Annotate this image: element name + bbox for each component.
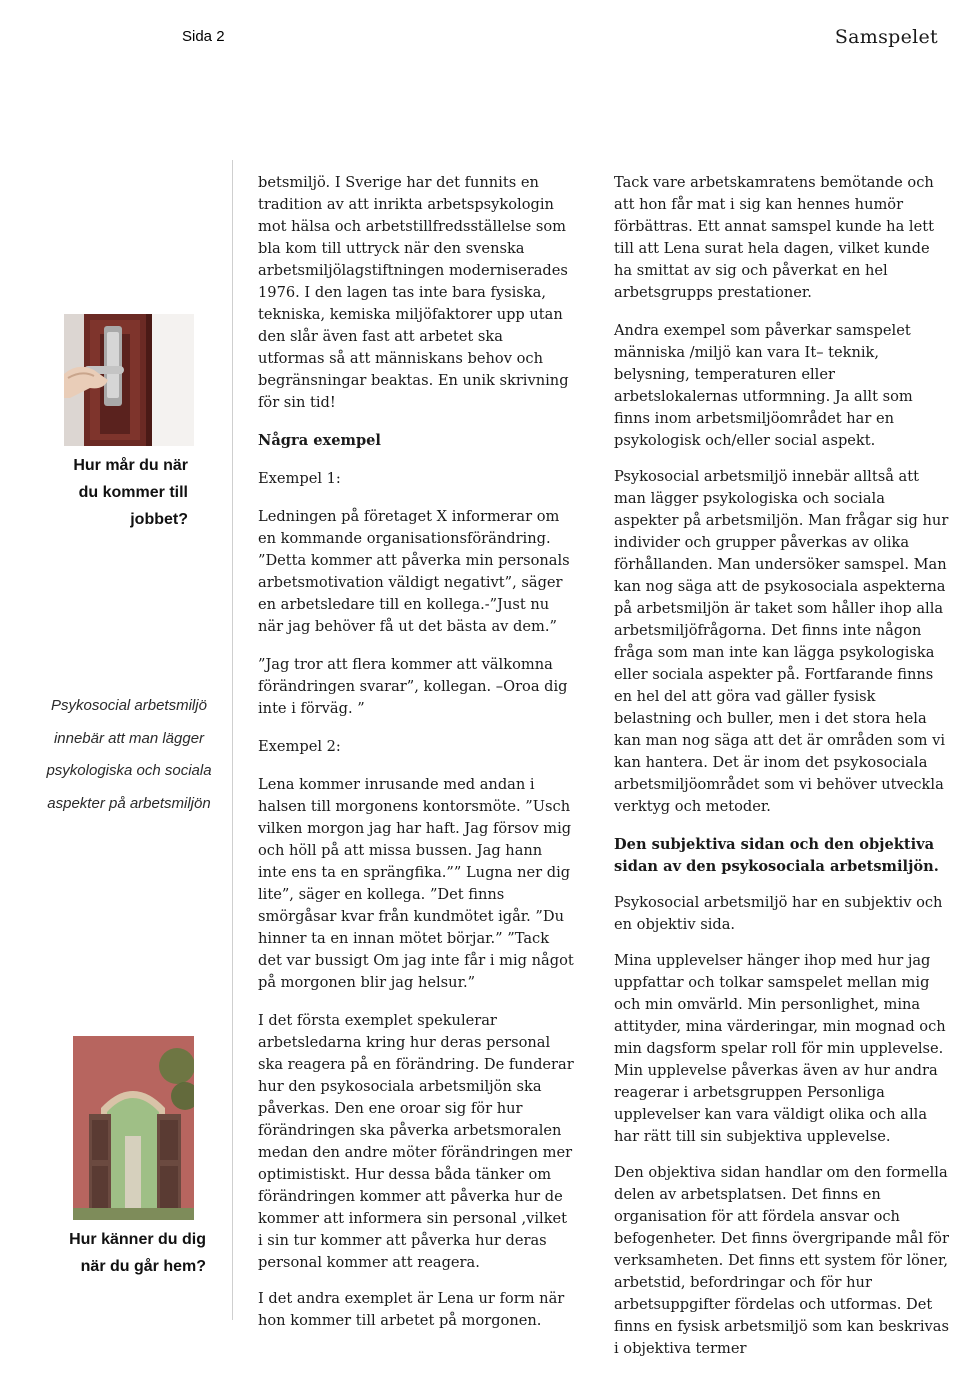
page-header (0, 0, 960, 140)
paragraph: betsmiljö. I Sverige har det funnits en tradition av att inrikta arbetspsykologin mot hälsa och arbetstillfredsställelse som bla kom till uttryck när den svenska arbetsmiljölagstiftningen moderniserades 1976. I den lagen tas inte bara fysiska, tekniska, kemiska miljöfaktorer upp utan den slår även fast att arbetet ska utformas så att människans behov och begränsningar beaktas. En unik skrivning för sin tid! (258, 174, 569, 411)
sidebar-question-bottom: Hur känner du dig när du går hem? (69, 1231, 206, 1275)
garden-gate-photo (73, 1036, 194, 1220)
paragraph: Mina upplevelser hänger ihop med hur jag uppfattar och tolkar samspelet mellan mig och min omvärld. Min personlighet, mina attityder, mina värderingar, min mognad och min dagsform spelar roll för min upplevelse. Min upplevelse påverkas även av hur andra reagerar i arbetsgruppen Personliga upplevelser kan vara väldigt olika och alla har rätt till sin subjektiva upplevelse. (614, 952, 946, 1145)
paragraph: Tack vare arbetskamratens bemötande och att hon får mat i sig kan hennes humör förbättras. Ett annat samspel kunde ha lett till att Lena surat hela dagen, vilket kunde ha smittat av sig och påverkat en hel arbetsgrupps prestationer. (614, 174, 934, 301)
paragraph: I det första exemplet spekulerar arbetsledarna kring hur deras personal ska reagera på en förändring. De funderar hur den psykosociala arbetsmiljön ska påverkas. Den ene oroar sig för hur förändringen ska påverka arbetsmoralen medan den andre möter förändringen mer optimistiskt. Hur dessa båda tänker om förändringen kommer att påverka hur de kommer att informera sin personal ,vilket i sin tur kommer att påverka hur deras personal kommer att reagera. (258, 1012, 574, 1271)
door-handle-photo (64, 314, 194, 446)
example-label: Exempel 2: (258, 738, 341, 755)
article-column-right (614, 172, 952, 1360)
page-number: Sida 2 (182, 28, 225, 45)
newsletter-name: Samspelet (834, 26, 938, 48)
subheading-subjective-objective: Den subjektiva sidan och den objektiva sidan av den psykosociala arbetsmiljön. (614, 836, 939, 875)
paragraph: Ledningen på företaget X informerar om en kommande organisationsförändring. ”Detta kommer att påverka min personals arbetsmotivation väldigt negativt”, säger en arbetsledare till en kollega.-”Just nu när jag behöver få ut det bästa av dem.” (258, 508, 570, 635)
paragraph: ”Jag tror att flera kommer att välkomna förändringen svarar”, kollegan. –Oroa dig inte i förväg. ” (258, 656, 568, 717)
paragraph: Psykosocial arbetsmiljö har en subjektiv och en objektiv sida. (614, 894, 943, 933)
paragraph: Den objektiva sidan handlar om den formella delen av arbetsplatsen. Det finns en organisation för att fördela ansvar och befogenheter. Det finns övergripande mål för verksamheten. Det finns ett system för löner, arbetstid, befordringar och för hur arbetsuppgifter fördelas och utformas. Det finns en fysisk arbetsmiljö som kan beskrivas i objektiva termer (614, 1164, 949, 1357)
paragraph: I det andra exemplet är Lena ur form när hon kommer till arbetet på morgonen. (258, 1290, 565, 1329)
sidebar-pull-quote: Psykosocial arbetsmiljö innebär att man lägger psykologiska och sociala aspekter på arbetsmiljön (46, 697, 212, 812)
example-label: Exempel 1: (258, 470, 341, 487)
paragraph: Lena kommer inrusande med andan i halsen till morgonens kontorsmöte. ”Usch vilken morgon jag har haft. Jag försov mig och höll på att missa bussen. Jag hann inte ens ta en sprängfika.”” Lugna ner dig lite”, säger en kollega. ”Det finns smörgåsar kvar från kundmötet igår. ”Du hinner ta en innan mötet börjar.” ”Tack det var bussigt Om jag inte får i mig något på morgonen blir jag helsur.” (258, 776, 574, 991)
paragraph: Psykosocial arbetsmiljö innebär alltså att man lägger psykologiska och sociala aspekter på arbetsmiljön. Man frågar sig hur individer och grupper påverkas av olika förhållanden. Man undersöker samspel. Man kan nog säga att de psykosociala aspekterna på arbetsmiljön är taket som håller ihop alla arbetsmiljöfrågorna. Det finns inte någon fråga som man inte kan lägga psykologiska eller sociala aspekter på. Fortfarande finns en hel del att göra vad gäller fysisk belastning och buller, men i det stora hela kan man nog säga att det är områden som vi kan hantera. Det är inom det psykosociala arbetsmiljöområdet som vi behöver utveckla verktyg och metoder. (614, 468, 949, 815)
sidebar-question-top: Hur mår du när du kommer till jobbet? (73, 457, 188, 528)
section-heading-examples: Några exempel (258, 432, 381, 449)
article-column-middle (258, 172, 574, 1332)
paragraph: Andra exempel som påverkar samspelet människa /miljö kan vara It– teknik, belysning, temperaturen eller arbetslokalernas utformning. Ja allt som finns inom arbetsmiljöområdet har en psykologisk och/eller social aspekt. (614, 322, 913, 449)
